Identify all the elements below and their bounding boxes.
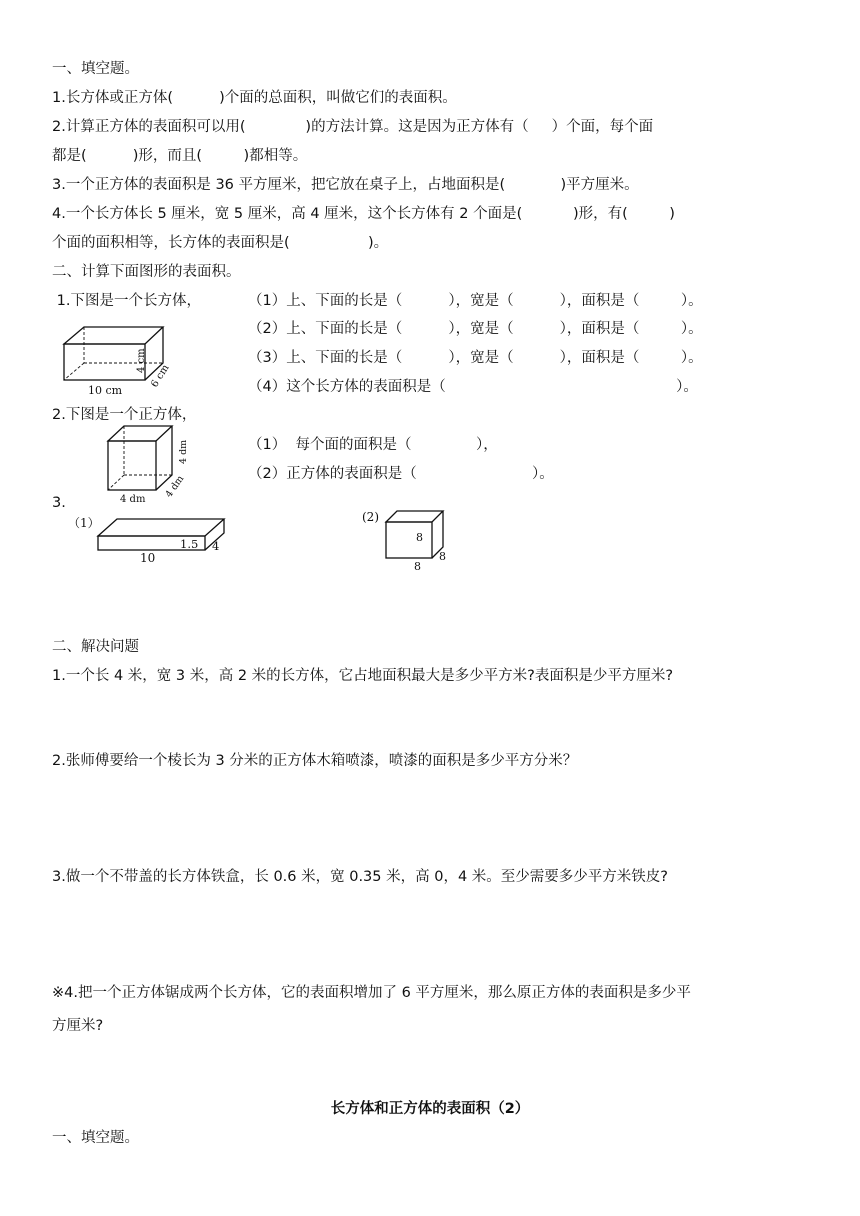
problem1-line2: （2）上、下面的长是（ ），宽是（ ），面积是（ ）。 xyxy=(248,321,703,337)
problem2-line2: （2）正方体的表面积是（ ）。 xyxy=(248,466,554,482)
section3-heading: 二、解决问题 xyxy=(52,639,139,655)
problem1-intro: 1.下图是一个长方体， xyxy=(52,293,201,309)
next-section-title: 长方体和正方体的表面积（2） xyxy=(330,1101,530,1117)
solve-question-1: 1.一个长 4 米，宽 3 米，高 2 米的长方体，它占地面积最大是多少平方米?表面积是少平方厘米? xyxy=(52,668,674,684)
problem3-intro: 3. xyxy=(52,495,66,511)
figure1-width-label: 4 xyxy=(212,539,220,553)
question-4-line2: 个面的面积相等，长方体的表面积是( )。 xyxy=(52,235,389,251)
problem2-intro: 2.下图是一个正方体， xyxy=(52,407,197,423)
cube-figure-2 xyxy=(356,506,466,574)
section2-heading: 二、计算下面图形的表面积。 xyxy=(52,264,241,280)
figure2-tag: (2) xyxy=(362,510,379,524)
cube-bottom-label: 4 dm xyxy=(120,494,146,505)
question-3: 3.一个正方体的表面积是 36 平方厘米，把它放在桌子上，占地面积是( )平方厘米。 xyxy=(52,177,639,193)
problem2-line1: （1） 每个面的面积是（ ）， xyxy=(248,437,498,453)
flat-cuboid-figure xyxy=(62,510,242,570)
cube-side-label: 4 dm xyxy=(178,439,189,464)
figure2-side-label: 8 xyxy=(439,550,446,563)
problem1-line1: （1）上、下面的长是（ ），宽是（ ），面积是（ ）。 xyxy=(248,293,703,309)
problem1-line4: （4）这个长方体的表面积是（ ）。 xyxy=(248,379,698,395)
solve-question-4-line2: 方厘米? xyxy=(52,1018,104,1034)
cube-figure xyxy=(100,420,200,510)
cuboid-length-label: 10 cm xyxy=(88,384,123,397)
solve-question-2: 2.张师傅要给一个棱长为 3 分米的正方体木箱喷漆，喷漆的面积是多少平方分米？ xyxy=(52,753,578,769)
cube-depth-label: 4 dm xyxy=(163,473,187,500)
figure1-length-label: 10 xyxy=(140,551,156,565)
figure1-tag: （1） xyxy=(68,516,100,530)
question-4-line1: 4.一个长方体长 5 厘米，宽 5 厘米，高 4 厘米，这个长方体有 2 个面是( )形，有( ) xyxy=(52,206,675,222)
question-2-line2: 都是( )形，而且( )都相等。 xyxy=(52,148,308,164)
cuboid-height-label: 4 cm xyxy=(136,348,147,373)
next-section-heading: 一、填空题。 xyxy=(52,1130,139,1146)
solve-question-4-line1: ※4.把一个正方体锯成两个长方体，它的表面积增加了 6 平方厘米，那么原正方体的表面积是多少平 xyxy=(52,985,691,1001)
figure2-bottom-label: 8 xyxy=(414,560,421,573)
section1-heading: 一、填空题。 xyxy=(52,61,139,77)
question-1: 1.长方体或正方体( )个面的总面积，叫做它们的表面积。 xyxy=(52,90,457,106)
cuboid-width-label: 6 cm xyxy=(149,362,172,390)
problem1-line3: （3）上、下面的长是（ ），宽是（ ），面积是（ ）。 xyxy=(248,350,703,366)
figure2-front-label: 8 xyxy=(416,531,423,544)
solve-question-3: 3.做一个不带盖的长方体铁盒，长 0.6 米，宽 0.35 米，高 0，4 米。至少需要多少平方米铁皮? xyxy=(52,869,668,885)
figure1-height-label: 1.5 xyxy=(180,537,199,551)
cuboid-figure xyxy=(52,318,202,398)
question-2-line1: 2.计算正方体的表面积可以用( )的方法计算。这是因为正方体有（ ）个面，每个面 xyxy=(52,119,654,135)
